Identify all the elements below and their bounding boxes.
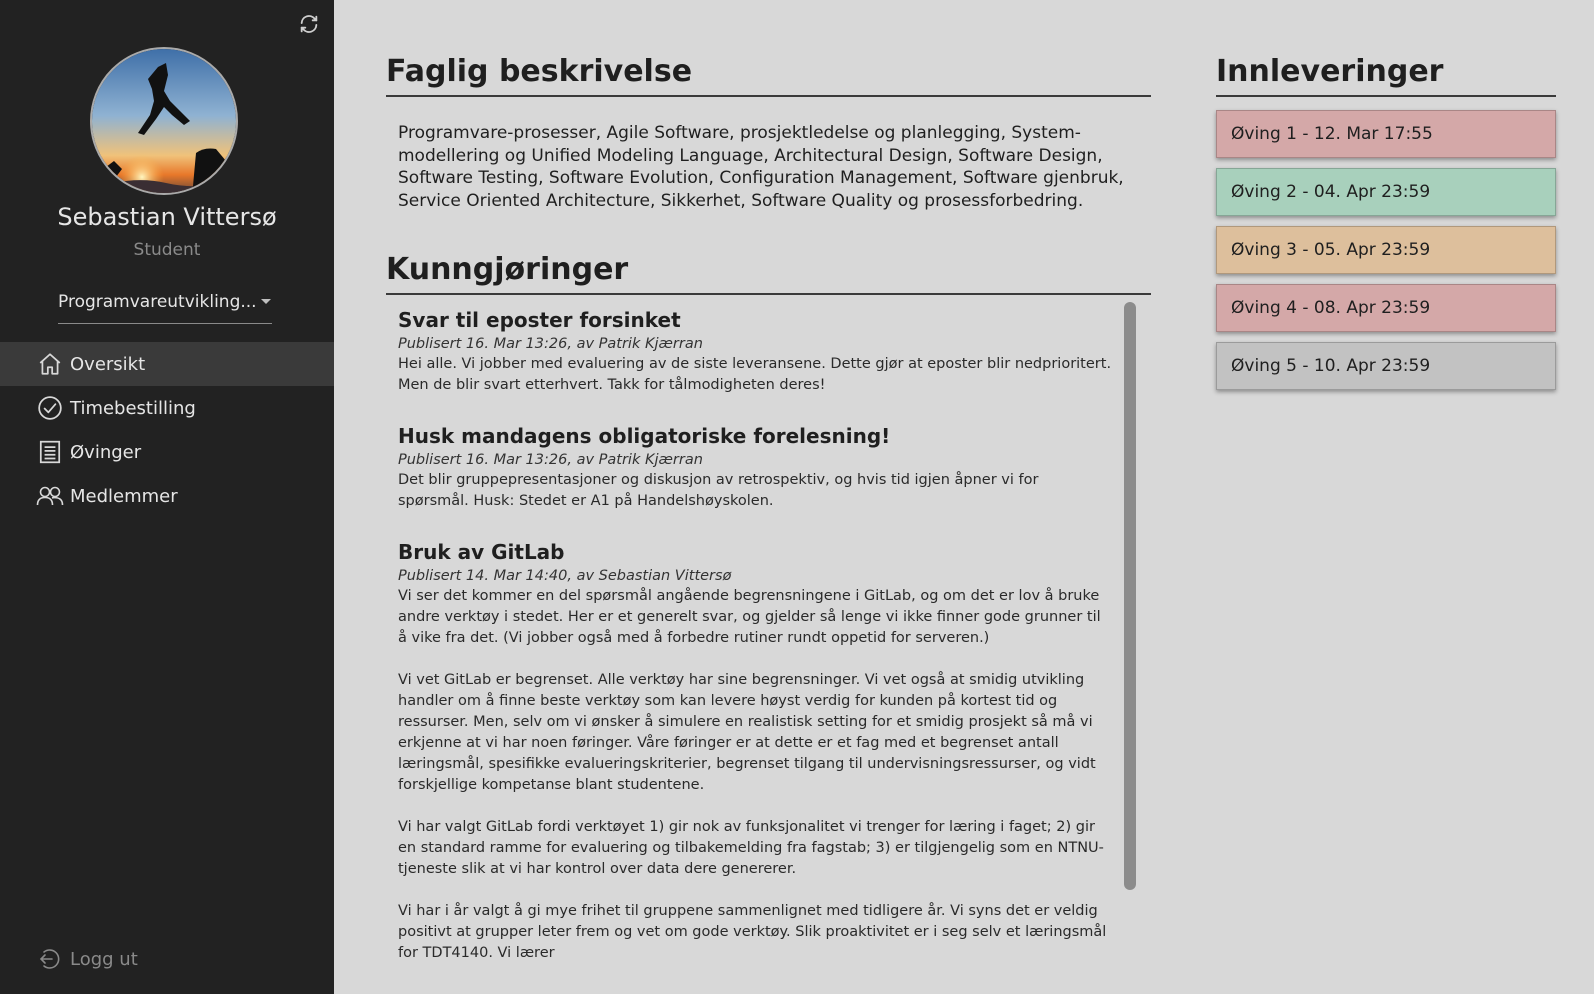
check-circle-icon — [36, 394, 64, 422]
refresh-icon — [298, 13, 320, 35]
avatar-image — [92, 49, 238, 195]
submissions-title: Innleveringer — [1216, 54, 1556, 97]
course-select[interactable] — [58, 280, 272, 324]
list-icon — [36, 438, 64, 466]
announcement-title: Svar til eposter forsinket — [398, 308, 681, 332]
announcement-meta: Publisert 14. Mar 14:40, av Sebastian Vittersø — [398, 568, 732, 584]
submissions-list — [1216, 110, 1556, 400]
logout-button[interactable] — [36, 945, 138, 973]
nav-item-label: Oversikt — [70, 353, 146, 375]
nav-menu — [0, 342, 334, 518]
logout-icon — [36, 945, 64, 973]
announcement-item — [398, 308, 1113, 396]
nav-item-label: Medlemmer — [70, 485, 178, 507]
nav-item-timebestilling[interactable] — [0, 386, 334, 430]
refresh-button[interactable] — [295, 10, 323, 38]
submission-card[interactable]: Øving 2 - 04. Apr 23:59 — [1216, 168, 1556, 216]
announcement-body: Vi ser det kommer en del spørsmål angående begrensningene i GitLab, og om det er lov å bruke andre verktøy i stedet. Her er et generelt svar, og gjelder så lenge vi ikke finner gode grunner til å vike fra det. (Vi jobber også med å forbedre rutiner rundt oppetid for serveren.) Vi vet GitLab er begrenset. Alle verktøy har sine begrensninger. Vi vet også at smidig utvikling handler om å finne beste verktøy som kan levere høyst verdig for kunden på kortest tid og ressurser. Men, selv om vi ønsker å simulere en realistisk setting for et smidig prosjekt så må vi erkjenne at vi har noen føringer. Våre føringer er at dette er et fag med et begrenset antall læringsmål, spesifikke evalueringskriterier, begrenset tilgang til undervisningsressurser, og vidt forskjellige kompetanse blant studentene. Vi har valgt GitLab fordi verktøyet 1) gir nok av funksjonalitet vi trenger for læring i faget; 2) gir en standard ramme for evaluering og tilbakemelding fra fagstab; 3) er tilgjengelig som en NTNU-tjeneste slik at vi har kontrol over data dere genererer. Vi har i år valgt å gi mye frihet til gruppene sammenlignet med tidligere år. Vi syns det er veldig positivt at grupper leter frem og vet om gode verktøy. Slik proaktivitet er i seg selv et læringsmål for TDT4140. Vi lærer — [398, 588, 1107, 960]
nav-item-oversikt[interactable] — [0, 342, 334, 386]
announcement-item — [398, 424, 1113, 512]
user-role: Student — [133, 240, 201, 260]
logout-label: Logg ut — [70, 948, 138, 970]
nav-item-label: Timebestilling — [70, 397, 196, 419]
submission-card[interactable]: Øving 1 - 12. Mar 17:55 — [1216, 110, 1556, 158]
user-name: Sebastian Vittersø — [57, 203, 277, 231]
announcement-meta: Publisert 16. Mar 13:26, av Patrik Kjærran — [398, 336, 703, 352]
nav-item-medlemmer[interactable] — [0, 474, 334, 518]
announcement-body: Hei alle. Vi jobber med evaluering av de siste leveransene. Dette gjør at eposter blir nedprioritert. Men de blir svart etterhvert. Takk for tålmodigheten deres! — [398, 356, 1112, 393]
description-text: Programvare-prosesser, Agile Software, prosjektledelse og planlegging, System-modellering og Unified Modeling Language, Architectural Design, Software Design, Software Testing, Software Evolution, Configuration Management, Software gjenbruk, Service Oriented Architecture, Sikkerhet, Software Quality og prosessforbedring. — [398, 123, 1124, 211]
announcements-title: Kunngjøringer — [386, 252, 1151, 295]
nav-item-label: Øvinger — [70, 441, 142, 463]
description-title: Faglig beskrivelse — [386, 54, 1151, 97]
submission-card[interactable]: Øving 4 - 08. Apr 23:59 — [1216, 284, 1556, 332]
chevron-down-icon — [260, 298, 272, 306]
submission-card[interactable]: Øving 3 - 05. Apr 23:59 — [1216, 226, 1556, 274]
announcement-title: Bruk av GitLab — [398, 540, 565, 564]
avatar — [90, 47, 238, 195]
home-icon — [36, 350, 64, 378]
announcement-body: Det blir gruppepresentasjoner og diskusjon av retrospektiv, og hvis tid igjen åpner vi for spørsmål. Husk: Stedet er A1 på Handelshøyskolen. — [398, 472, 1039, 509]
announcement-meta: Publisert 16. Mar 13:26, av Patrik Kjærran — [398, 452, 703, 468]
nav-item-ovinger[interactable] — [0, 430, 334, 474]
announcements-list[interactable] — [386, 300, 1138, 960]
course-select-value: Programvareutvikling... — [58, 291, 257, 312]
submission-card[interactable]: Øving 5 - 10. Apr 23:59 — [1216, 342, 1556, 390]
sidebar — [0, 0, 334, 994]
announcement-item — [398, 540, 1113, 960]
announcements-scrollbar[interactable] — [1124, 302, 1136, 890]
users-icon — [36, 482, 64, 510]
announcement-title: Husk mandagens obligatoriske forelesning! — [398, 424, 891, 448]
